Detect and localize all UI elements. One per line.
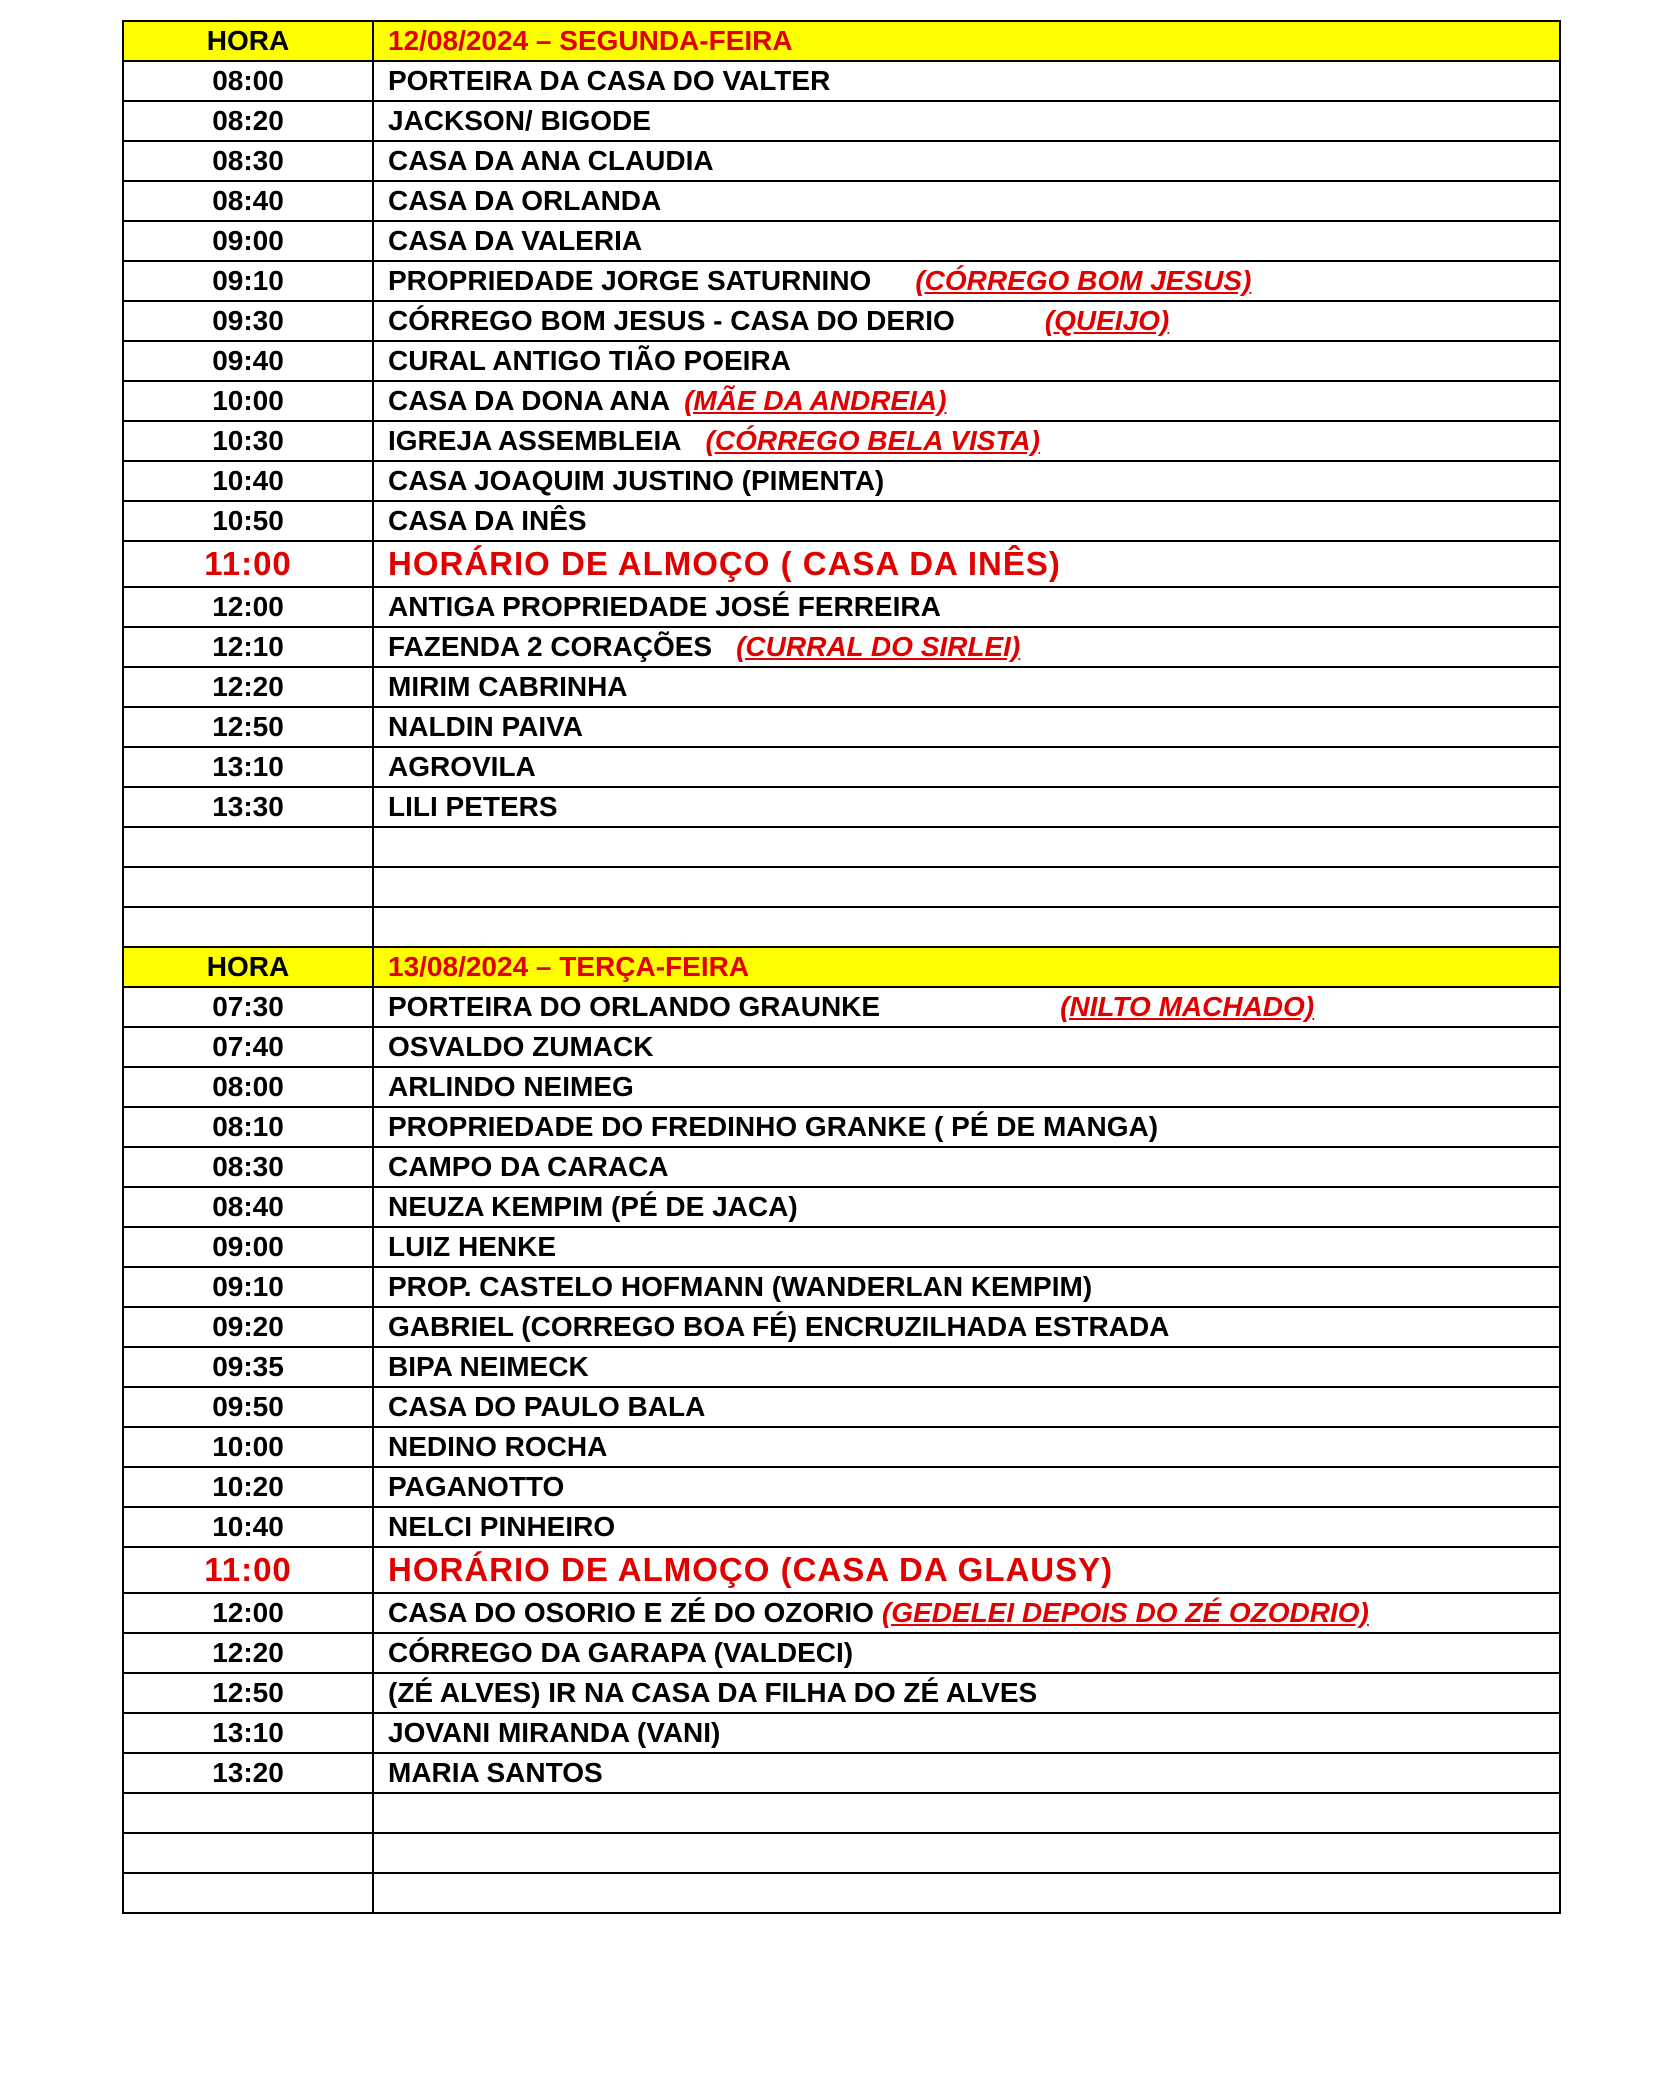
- column-header-hora: HORA: [123, 21, 373, 61]
- place-name: BIPA NEIMECK: [388, 1351, 589, 1382]
- place-cell: [373, 141, 1560, 181]
- place-cell: [373, 587, 1560, 627]
- time-cell: 09:10: [123, 1267, 373, 1307]
- time-cell: 12:20: [123, 667, 373, 707]
- table-row: [123, 1633, 1560, 1673]
- place-cell: [373, 421, 1560, 461]
- table-row: [123, 341, 1560, 381]
- time-cell: 08:20: [123, 101, 373, 141]
- place-cell: [373, 301, 1560, 341]
- time-cell: 07:40: [123, 1027, 373, 1067]
- place-cell: [373, 667, 1560, 707]
- place-note: (QUEIJO): [1044, 305, 1170, 336]
- place-cell: [373, 1713, 1560, 1753]
- place-cell: [373, 1147, 1560, 1187]
- place-cell: [373, 1027, 1560, 1067]
- time-cell: 12:50: [123, 1673, 373, 1713]
- place-cell: [373, 1347, 1560, 1387]
- table-row: [123, 627, 1560, 667]
- place-cell: [373, 1793, 1560, 1833]
- day-title: 12/08/2024 – SEGUNDA-FEIRA: [373, 21, 1560, 61]
- table-row: [123, 1147, 1560, 1187]
- table-row: [123, 101, 1560, 141]
- time-cell: [123, 1873, 373, 1913]
- time-cell: 12:00: [123, 1593, 373, 1633]
- place-cell: [373, 1547, 1560, 1593]
- place-cell: [373, 1673, 1560, 1713]
- place-cell: [373, 627, 1560, 667]
- place-name: PROPRIEDADE DO FREDINHO GRANKE ( PÉ DE MANGA): [388, 1111, 1159, 1142]
- time-cell: 08:40: [123, 181, 373, 221]
- place-name: IGREJA ASSEMBLEIA: [388, 425, 682, 456]
- table-row: [123, 1027, 1560, 1067]
- time-cell: 10:50: [123, 501, 373, 541]
- place-cell: [373, 907, 1560, 947]
- table-row: [123, 1227, 1560, 1267]
- time-cell: 09:40: [123, 341, 373, 381]
- table-row: [123, 421, 1560, 461]
- table-row: [123, 61, 1560, 101]
- place-note: (CÓRREGO BELA VISTA): [705, 425, 1040, 456]
- place-name: PROPRIEDADE JORGE SATURNINO: [388, 265, 872, 296]
- table-row: [123, 1307, 1560, 1347]
- time-cell: 08:10: [123, 1107, 373, 1147]
- time-cell: 11:00: [123, 541, 373, 587]
- time-cell: 07:30: [123, 987, 373, 1027]
- place-name: (ZÉ ALVES) IR NA CASA DA FILHA DO ZÉ ALVES: [388, 1677, 1038, 1708]
- table-row: [123, 461, 1560, 501]
- place-name: NELCI PINHEIRO: [388, 1511, 616, 1542]
- day-title: 13/08/2024 – TERÇA-FEIRA: [373, 947, 1560, 987]
- table-row: [123, 501, 1560, 541]
- table-row: [123, 1593, 1560, 1633]
- time-cell: 12:50: [123, 707, 373, 747]
- time-cell: 12:20: [123, 1633, 373, 1673]
- schedule-table: [122, 20, 1561, 1914]
- time-cell: 09:10: [123, 261, 373, 301]
- place-cell: [373, 1067, 1560, 1107]
- time-cell: [123, 1793, 373, 1833]
- time-cell: 12:10: [123, 627, 373, 667]
- place-cell: [373, 1753, 1560, 1793]
- place-name: ANTIGA PROPRIEDADE JOSÉ FERREIRA: [388, 591, 941, 622]
- place-cell: [373, 261, 1560, 301]
- table-row: [123, 1833, 1560, 1873]
- table-row: [123, 1673, 1560, 1713]
- time-cell: [123, 907, 373, 947]
- lunch-row: [123, 1547, 1560, 1593]
- time-cell: 13:10: [123, 1713, 373, 1753]
- table-row: [123, 707, 1560, 747]
- table-row: [123, 1753, 1560, 1793]
- table-row: [123, 141, 1560, 181]
- place-cell: [373, 1633, 1560, 1673]
- place-name: CÓRREGO DA GARAPA (VALDECI): [388, 1637, 854, 1668]
- place-name: JACKSON/ BIGODE: [388, 105, 651, 136]
- place-name: HORÁRIO DE ALMOÇO ( CASA DA INÊS): [388, 545, 1061, 582]
- place-cell: [373, 1307, 1560, 1347]
- table-row: [123, 1793, 1560, 1833]
- place-cell: [373, 1227, 1560, 1267]
- table-row: [123, 1873, 1560, 1913]
- time-cell: 08:30: [123, 1147, 373, 1187]
- day-header-row: [123, 21, 1560, 61]
- place-cell: [373, 867, 1560, 907]
- place-cell: [373, 1467, 1560, 1507]
- table-row: [123, 181, 1560, 221]
- place-cell: [373, 1427, 1560, 1467]
- place-name: LUIZ HENKE: [388, 1231, 556, 1262]
- table-row: [123, 1387, 1560, 1427]
- table-row: [123, 587, 1560, 627]
- place-cell: [373, 1387, 1560, 1427]
- place-name: MIRIM CABRINHA: [388, 671, 628, 702]
- time-cell: 09:35: [123, 1347, 373, 1387]
- time-cell: 13:30: [123, 787, 373, 827]
- place-name: PROP. CASTELO HOFMANN (WANDERLAN KEMPIM): [388, 1271, 1093, 1302]
- place-cell: [373, 747, 1560, 787]
- time-cell: 11:00: [123, 1547, 373, 1593]
- time-cell: 13:10: [123, 747, 373, 787]
- place-name: PAGANOTTO: [388, 1471, 565, 1502]
- table-row: [123, 987, 1560, 1027]
- time-cell: 10:40: [123, 461, 373, 501]
- place-name: NEUZA KEMPIM (PÉ DE JACA): [388, 1191, 798, 1222]
- schedule-sheet: [122, 20, 1559, 1914]
- table-row: [123, 1427, 1560, 1467]
- table-row: [123, 1067, 1560, 1107]
- table-row: [123, 907, 1560, 947]
- place-note: (MÃE DA ANDREIA): [684, 385, 947, 416]
- table-row: [123, 1107, 1560, 1147]
- place-cell: [373, 501, 1560, 541]
- place-name: CASA DA ORLANDA: [388, 185, 662, 216]
- time-cell: 12:00: [123, 587, 373, 627]
- place-cell: [373, 1593, 1560, 1633]
- time-cell: 13:20: [123, 1753, 373, 1793]
- table-row: [123, 867, 1560, 907]
- place-name: CASA DA DONA ANA: [388, 385, 671, 416]
- time-cell: 10:30: [123, 421, 373, 461]
- table-row: [123, 1347, 1560, 1387]
- place-name: CURAL ANTIGO TIÃO POEIRA: [388, 345, 791, 376]
- time-cell: 10:00: [123, 1427, 373, 1467]
- time-cell: 08:00: [123, 1067, 373, 1107]
- place-name: LILI PETERS: [388, 791, 558, 822]
- time-cell: 09:30: [123, 301, 373, 341]
- table-row: [123, 1267, 1560, 1307]
- place-name: CAMPO DA CARACA: [388, 1151, 669, 1182]
- time-cell: 09:50: [123, 1387, 373, 1427]
- table-row: [123, 1713, 1560, 1753]
- place-cell: [373, 1187, 1560, 1227]
- place-name: NALDIN PAIVA: [388, 711, 583, 742]
- time-cell: 09:00: [123, 1227, 373, 1267]
- schedule-body: [123, 21, 1560, 1913]
- place-name: HORÁRIO DE ALMOÇO (CASA DA GLAUSY): [388, 1551, 1114, 1588]
- time-cell: 10:20: [123, 1467, 373, 1507]
- time-cell: [123, 827, 373, 867]
- table-row: [123, 827, 1560, 867]
- place-cell: [373, 341, 1560, 381]
- place-name: NEDINO ROCHA: [388, 1431, 608, 1462]
- place-note: (GEDELEI DEPOIS DO ZÉ OZODRIO): [881, 1597, 1369, 1628]
- place-note: (NILTO MACHADO): [1060, 991, 1315, 1022]
- table-row: [123, 381, 1560, 421]
- place-cell: [373, 221, 1560, 261]
- place-cell: [373, 787, 1560, 827]
- place-cell: [373, 461, 1560, 501]
- place-cell: [373, 61, 1560, 101]
- time-cell: [123, 1833, 373, 1873]
- place-cell: [373, 827, 1560, 867]
- time-cell: 10:40: [123, 1507, 373, 1547]
- place-note: (CÓRREGO BOM JESUS): [915, 265, 1252, 296]
- place-name: FAZENDA 2 CORAÇÕES: [388, 631, 713, 662]
- place-cell: [373, 1267, 1560, 1307]
- table-row: [123, 787, 1560, 827]
- place-name: MARIA SANTOS: [388, 1757, 603, 1788]
- place-name: PORTEIRA DA CASA DO VALTER: [388, 65, 831, 96]
- place-cell: [373, 1107, 1560, 1147]
- day-header-row: [123, 947, 1560, 987]
- place-name: CÓRREGO BOM JESUS - CASA DO DERIO: [388, 305, 955, 336]
- place-cell: [373, 987, 1560, 1027]
- place-name: AGROVILA: [388, 751, 536, 782]
- table-row: [123, 1187, 1560, 1227]
- place-cell: [373, 1507, 1560, 1547]
- place-name: CASA DA VALERIA: [388, 225, 643, 256]
- place-cell: [373, 381, 1560, 421]
- table-row: [123, 261, 1560, 301]
- place-cell: [373, 181, 1560, 221]
- time-cell: 09:00: [123, 221, 373, 261]
- place-name: PORTEIRA DO ORLANDO GRAUNKE: [388, 991, 881, 1022]
- place-cell: [373, 707, 1560, 747]
- place-cell: [373, 1833, 1560, 1873]
- time-cell: 08:40: [123, 1187, 373, 1227]
- table-row: [123, 667, 1560, 707]
- place-cell: [373, 541, 1560, 587]
- place-name: CASA DA INÊS: [388, 505, 587, 536]
- time-cell: 09:20: [123, 1307, 373, 1347]
- time-cell: 10:00: [123, 381, 373, 421]
- place-name: OSVALDO ZUMACK: [388, 1031, 654, 1062]
- place-name: JOVANI MIRANDA (VANI): [388, 1717, 721, 1748]
- place-cell: [373, 1873, 1560, 1913]
- time-cell: [123, 867, 373, 907]
- table-row: [123, 747, 1560, 787]
- place-name: CASA DO PAULO BALA: [388, 1391, 706, 1422]
- time-cell: 08:30: [123, 141, 373, 181]
- place-cell: [373, 101, 1560, 141]
- place-name: CASA JOAQUIM JUSTINO (PIMENTA): [388, 465, 885, 496]
- place-note: (CURRAL DO SIRLEI): [736, 631, 1021, 662]
- place-name: ARLINDO NEIMEG: [388, 1071, 634, 1102]
- table-row: [123, 221, 1560, 261]
- lunch-row: [123, 541, 1560, 587]
- place-name: GABRIEL (CORREGO BOA FÉ) ENCRUZILHADA ESTRADA: [388, 1311, 1170, 1342]
- place-name: CASA DO OSORIO E ZÉ DO OZORIO: [388, 1597, 874, 1628]
- place-name: CASA DA ANA CLAUDIA: [388, 145, 714, 176]
- table-row: [123, 1467, 1560, 1507]
- time-cell: 08:00: [123, 61, 373, 101]
- table-row: [123, 301, 1560, 341]
- table-row: [123, 1507, 1560, 1547]
- column-header-hora: HORA: [123, 947, 373, 987]
